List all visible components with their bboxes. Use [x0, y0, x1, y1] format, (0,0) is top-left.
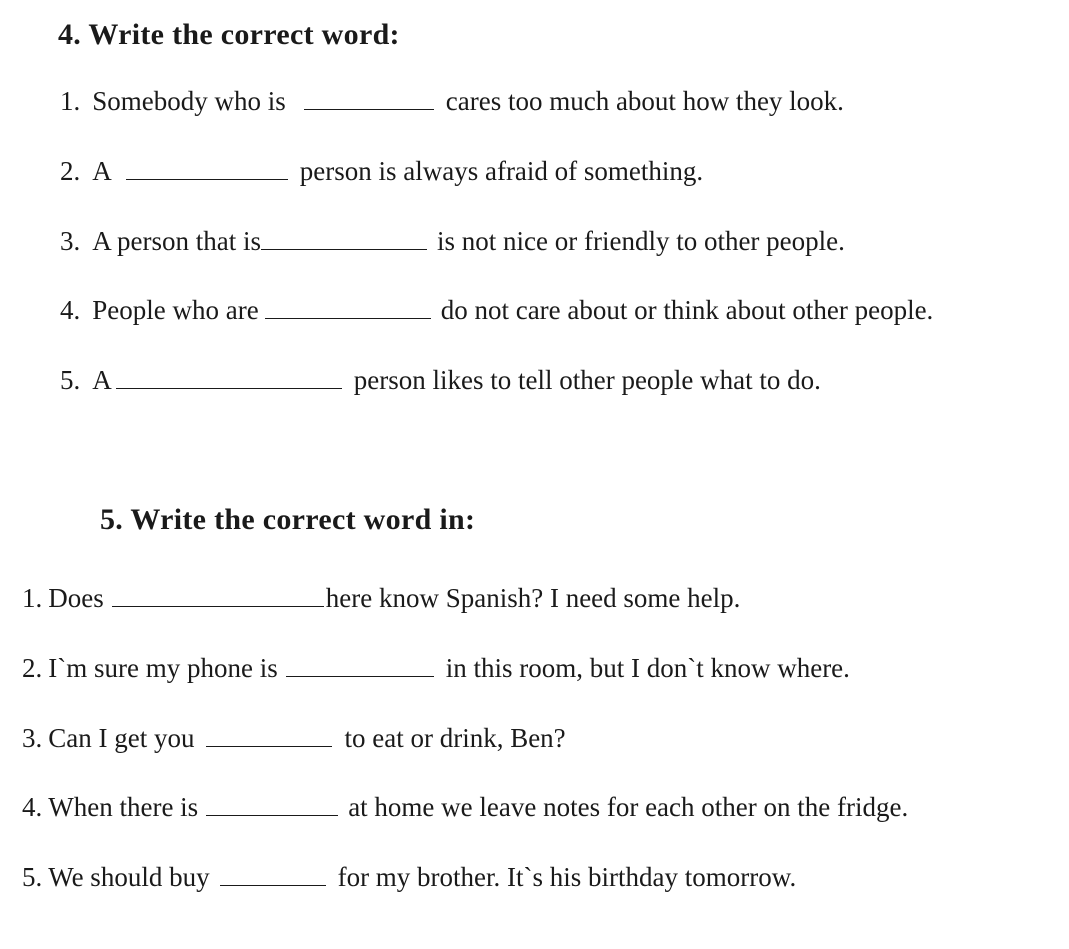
item-text-before: We should buy — [48, 862, 210, 892]
section-5-heading: 5. Write the correct word in: — [100, 503, 476, 536]
section-4-item-3 — [60, 225, 845, 257]
item-text-before: A — [92, 156, 112, 186]
item-text-after: here know Spanish? I need some help. — [325, 583, 741, 613]
item-text-after: person likes to tell other people what to do. — [353, 365, 821, 395]
section-5-item-5 — [22, 861, 796, 893]
item-number: 5. — [22, 862, 43, 892]
item-number: 2. — [22, 653, 43, 683]
answer-blank[interactable] — [206, 724, 332, 747]
answer-blank[interactable] — [112, 584, 324, 607]
item-number: 4. — [22, 792, 43, 822]
section-5-item-3 — [22, 722, 566, 754]
item-text-before: People who are — [92, 295, 259, 325]
section-4-heading: 4. Write the correct word: — [58, 18, 400, 51]
item-text-before: I`m sure my phone is — [48, 653, 278, 683]
item-text-before: Somebody who is — [92, 86, 286, 116]
answer-blank[interactable] — [220, 863, 326, 886]
section-5-item-4 — [22, 791, 908, 823]
answer-blank[interactable] — [206, 793, 338, 816]
answer-blank[interactable] — [261, 227, 427, 250]
item-number: 3. — [22, 723, 43, 753]
item-text-before: When there is — [48, 792, 199, 822]
item-number: 1. — [60, 86, 81, 116]
section-4-item-1 — [60, 85, 844, 117]
section-5-item-2 — [22, 652, 850, 684]
section-4-item-2 — [60, 155, 703, 187]
item-number: 2. — [60, 156, 81, 186]
item-text-after: in this room, but I don`t know where. — [445, 653, 850, 683]
item-text-after: at home we leave notes for each other on the fridge. — [348, 792, 909, 822]
item-text-before: A — [92, 365, 112, 395]
item-number: 3. — [60, 226, 81, 256]
item-text-after: to eat or drink, Ben? — [344, 723, 566, 753]
item-text-before: Can I get you — [48, 723, 195, 753]
answer-blank[interactable] — [286, 654, 434, 677]
item-text-after: person is always afraid of something. — [299, 156, 704, 186]
answer-blank[interactable] — [265, 296, 431, 319]
answer-blank[interactable] — [126, 157, 288, 180]
item-text-before: A person that is — [92, 226, 261, 256]
item-number: 5. — [60, 365, 81, 395]
item-text-after: do not care about or think about other people. — [440, 295, 934, 325]
item-text-after: cares too much about how they look. — [445, 86, 844, 116]
item-text-after: for my brother. It`s his birthday tomorrow. — [337, 862, 797, 892]
answer-blank[interactable] — [304, 87, 434, 110]
item-number: 4. — [60, 295, 81, 325]
item-text-before: Does — [48, 583, 104, 613]
section-4-item-5 — [60, 364, 821, 396]
item-text-after: is not nice or friendly to other people. — [437, 226, 845, 256]
section-5-item-1 — [22, 582, 740, 614]
section-4-item-4 — [60, 294, 933, 326]
answer-blank[interactable] — [116, 366, 342, 389]
item-number: 1. — [22, 583, 43, 613]
